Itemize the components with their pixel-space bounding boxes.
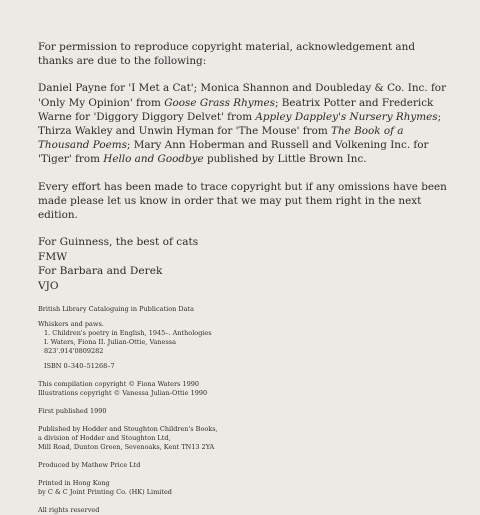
compilation-copyright: This compilation copyright © Fiona Waters 1990 (38, 380, 200, 389)
dedication-line: For Barbara and Derek (38, 265, 163, 278)
rights-reserved: All rights reserved (38, 506, 100, 515)
ack-book-title: Goose Grass Rhymes (164, 96, 275, 109)
cip-contributors: I. Waters, Fiona II. Julian-Ottie, Vanessa (44, 338, 176, 347)
dedication-initials: VJO (38, 279, 59, 292)
printing-line: Printed in Hong Kong (38, 479, 110, 488)
imprint-block (38, 305, 448, 515)
ack-text: ; Beatrix Potter and Frederick Warne for 'Diggory Diggory Delvet' from (38, 96, 434, 123)
dedication-initials: FMW (38, 250, 68, 263)
cip-subject: 1. Children's poetry in English, 1945–. Anthologies (44, 329, 212, 338)
publisher-line: a division of Hodder and Stoughton Ltd, (38, 434, 171, 443)
dedication-line: For Guinness, the best of cats (38, 236, 199, 249)
first-published: First published 1990 (38, 407, 107, 416)
publisher-line: Published by Hodder and Stoughton Children's Books, (38, 425, 218, 434)
produced-by: Produced by Mathew Price Ltd (38, 461, 141, 470)
ack-book-title: The Book of a Thousand Poems (38, 125, 404, 152)
copyright-page (38, 40, 448, 515)
ack-book-title: Appley Dappley's Nursery Rhymes (255, 110, 438, 123)
ack-book-title: Hello and Goodbye (103, 153, 204, 166)
ack-text: published by Little Brown Inc. (203, 153, 367, 166)
omissions-notice: Every effort has been made to trace copyright but if any omissions have been made please let us know in order that we may put them right in the next edition. (38, 180, 447, 222)
cip-classification: 823'.914'0809282 (44, 347, 104, 356)
ack-text: ; Mary Ann Hoberman and Russell and Volkening Inc. for 'Tiger' from (38, 139, 429, 166)
main-text (38, 40, 448, 222)
acknowledgements-paragraph (38, 81, 448, 166)
isbn: ISBN 0–340–51268–7 (44, 362, 115, 371)
printer: by C & C Joint Printing Co. (HK) Limited (38, 488, 172, 497)
ack-text: ; Thirza Wakley and Unwin Hyman for 'The Mouse' from (38, 110, 442, 138)
publisher-address: Mill Road, Dunton Green, Sevenoaks, Kent TN13 2YA (38, 443, 215, 452)
illustrations-copyright: Illustrations copyright © Vanessa Julian-Ottie 1990 (38, 389, 208, 398)
cip-heading: British Library Cataloguing in Publication Data (38, 305, 194, 314)
ack-text: Daniel Payne for 'I Met a Cat'; Monica Shannon and Doubleday & Co. Inc. for 'Only My Opinion' from (38, 82, 447, 109)
cip-title: Whiskers and paws. (38, 320, 104, 329)
permissions-intro: For permission to reproduce copyright material, acknowledgement and thanks are due to the following: (38, 41, 415, 68)
dedication (38, 235, 448, 293)
